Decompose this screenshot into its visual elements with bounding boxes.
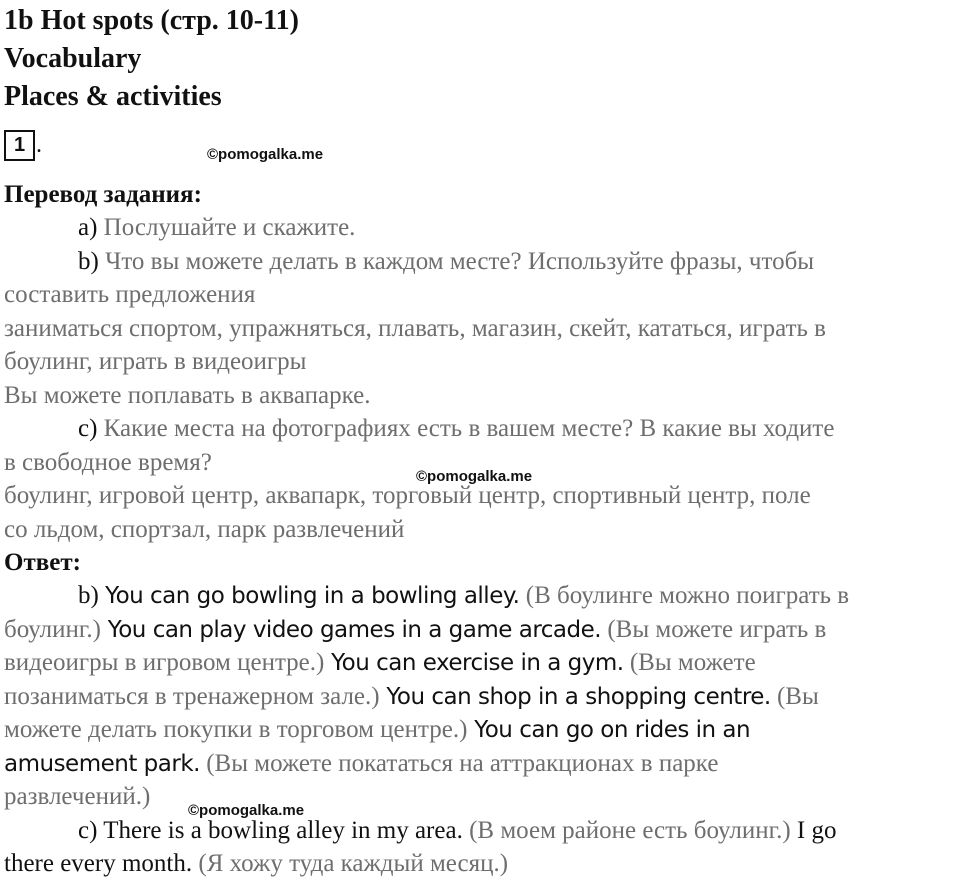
phrases-text: заниматься спортом, упражняться, плавать, магазин, скейт, кататься, играть в	[4, 314, 826, 342]
places-text: со льдом, спортзал, парк развлечений	[4, 515, 405, 543]
phrases-text: боулинг, играть в видеоигры	[4, 348, 307, 375]
answer-b-line	[4, 579, 958, 613]
russian-translation: развлечений.)	[4, 783, 151, 810]
answer-b-line	[4, 713, 958, 747]
translation-text: Что вы можете делать в каждом месте? Используйте фразы, чтобы	[105, 247, 815, 275]
answer-c-line	[4, 847, 958, 881]
translation-text: Какие места на фотографиях есть в вашем месте? В какие вы ходите	[103, 415, 835, 442]
answer-label: Ответ:	[4, 549, 81, 576]
russian-translation: боулинг.)	[4, 615, 101, 643]
russian-translation: (Вы	[770, 682, 819, 710]
answer-b-line	[4, 747, 958, 781]
translation-c	[4, 412, 958, 446]
translation-a	[4, 211, 958, 245]
english-answer: I go	[790, 816, 837, 844]
english-answer: amusement park.	[4, 750, 200, 777]
watermark: ©pomogalka.me	[188, 802, 305, 819]
translation-c-cont	[4, 446, 958, 485]
russian-translation: (Вы можете играть в	[601, 615, 827, 643]
translation-text: Послушайте и скажите.	[103, 214, 356, 241]
translation-b	[4, 245, 958, 279]
english-answer: there every month.	[4, 850, 193, 877]
section-heading: Vocabulary	[4, 43, 142, 74]
english-answer: You can play video games in a game arcade.	[100, 616, 602, 643]
russian-translation: (Вы можете	[623, 649, 756, 676]
russian-translation: (Я хожу туда каждый месяц.)	[192, 850, 509, 877]
russian-translation: позаниматься в тренажерном зале.)	[4, 682, 380, 710]
watermark: ©pomogalka.me	[207, 146, 324, 163]
page-title: 1b Hot spots (стр. 10-11)	[4, 5, 299, 36]
answer-c-line	[4, 814, 958, 848]
task-number-dot: .	[36, 132, 42, 158]
task-number-box: 1	[4, 130, 35, 161]
answer-b-line	[4, 680, 958, 714]
subsection-heading: Places & activities	[4, 81, 222, 112]
russian-translation: (Вы можете покататься на аттракционах в парке	[199, 749, 719, 777]
task-number-row	[4, 130, 958, 178]
translation-text: в свободное время?	[4, 448, 212, 476]
translation-label: Перевод задания:	[4, 181, 202, 208]
english-answer: There is a bowling alley in my area.	[103, 816, 463, 844]
answer-b-line	[4, 613, 958, 647]
watermark: ©pomogalka.me	[416, 467, 533, 485]
places-text: боулинг, игровой центр, аквапарк, торговый центр, спортивный центр, поле	[4, 482, 811, 509]
answer-b-line	[4, 780, 958, 819]
russian-translation: (В моем районе есть боулинг.)	[462, 816, 791, 844]
document-page	[4, 2, 958, 881]
item-marker: a)	[78, 214, 104, 241]
russian-translation: можете делать покупки в торговом центре.)	[4, 716, 468, 743]
item-marker: c)	[78, 816, 104, 844]
english-answer: You can go on rides in an	[467, 717, 751, 743]
answer-b-line	[4, 646, 958, 680]
russian-translation: видеоигры в игровом центре.)	[4, 649, 325, 676]
item-marker: c)	[78, 415, 104, 442]
item-marker: b)	[78, 247, 106, 275]
english-answer: You can shop in a shopping centre.	[379, 683, 771, 710]
translation-text: составить предложения	[4, 281, 256, 308]
item-marker: b)	[78, 582, 106, 609]
russian-translation: (В боулинге можно поиграть в	[519, 582, 850, 609]
example-sentence: Вы можете поплавать в аквапарке.	[4, 381, 371, 409]
english-answer: You can go bowling in a bowling alley.	[105, 583, 520, 609]
english-answer: You can exercise in a gym.	[324, 650, 624, 676]
